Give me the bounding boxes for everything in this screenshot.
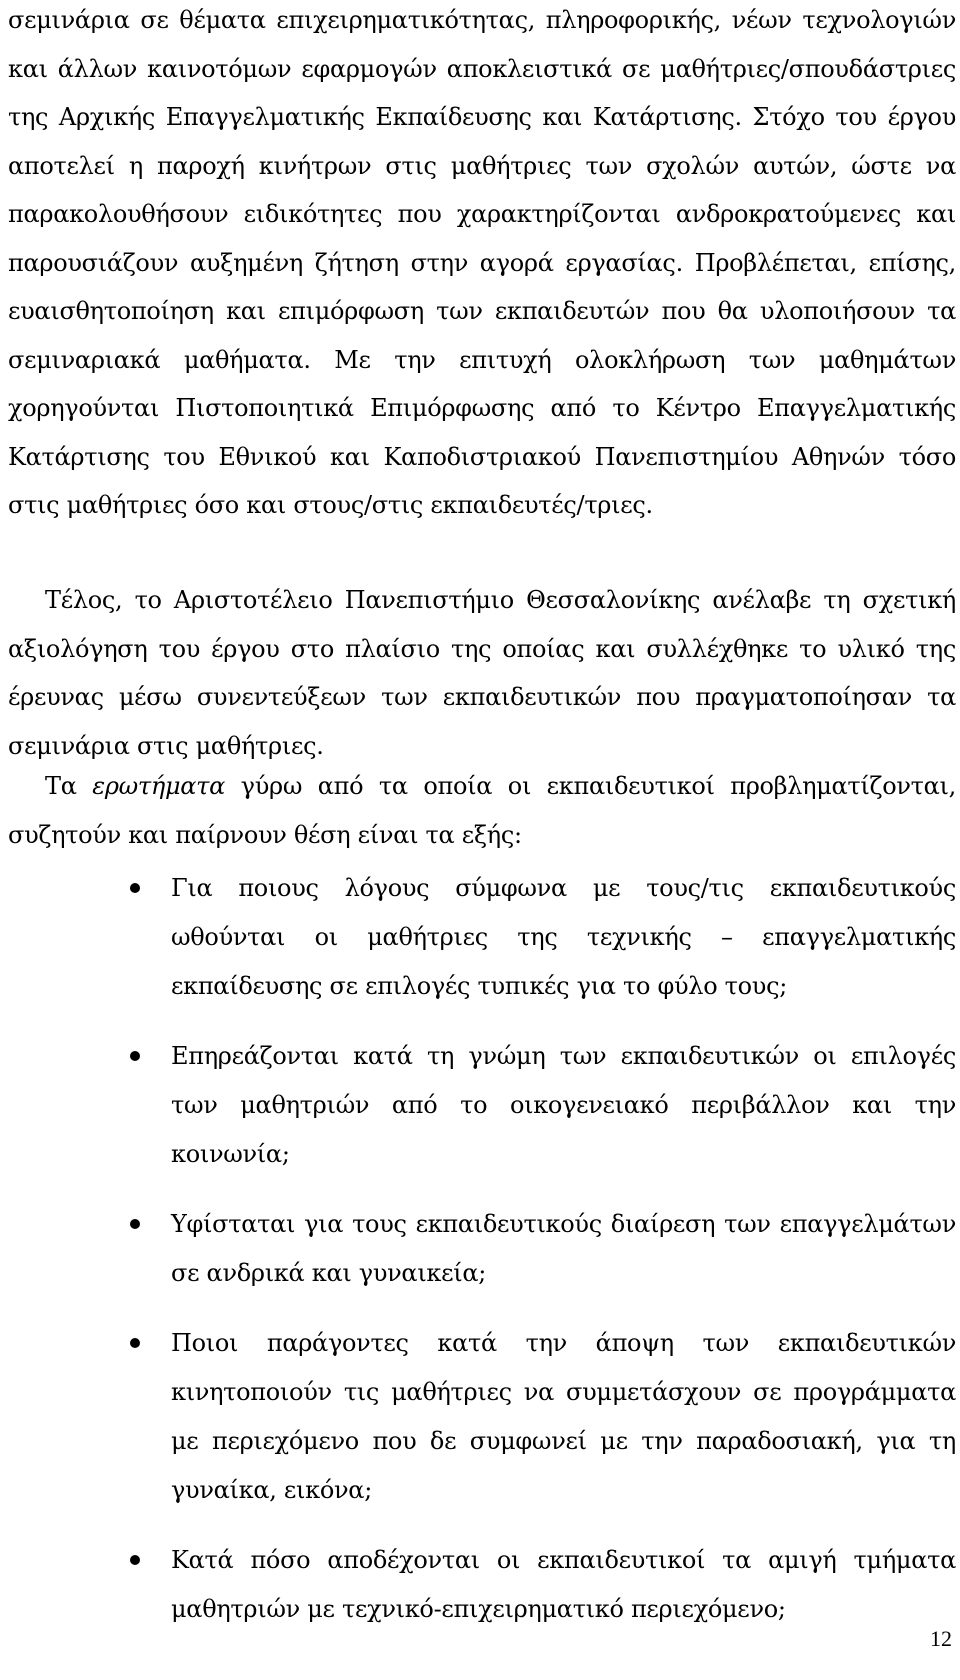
bullet-icon bbox=[130, 1338, 140, 1348]
question-text: Επηρεάζονται κατά τη γνώμη των εκπαιδευτικών οι επιλογές των μαθητριών από το οικογενειακό περιβάλλον και την κοινωνία; bbox=[171, 1042, 956, 1168]
question-text: Ποιοι παράγοντες κατά την άποψη των εκπαιδευτικών κινητοποιούν τις μαθήτριες να συμμετάσχουν σε προγράμματα με περιεχόμενο που δε συμφωνεί με την παραδοσιακή, για τη γυναίκα, εικόνα; bbox=[171, 1329, 956, 1504]
bullet-icon bbox=[130, 1219, 140, 1229]
list-item bbox=[8, 1200, 956, 1298]
intro-emphasis: ερωτήματα bbox=[92, 772, 226, 800]
question-text: Κατά πόσο αποδέχονται οι εκπαιδευτικοί τα αμιγή τμήματα μαθητριών με τεχνικό-επιχειρηματικό περιεχόμενο; bbox=[171, 1546, 956, 1623]
paragraph-questions-intro bbox=[8, 762, 956, 859]
bullet-icon bbox=[130, 1555, 140, 1565]
questions-list bbox=[8, 864, 956, 1655]
intro-text-after: γύρω από τα οποία οι εκπαιδευτικοί προβληματίζονται, συζητούν και παίρνουν θέση είναι τα εξής: bbox=[8, 772, 956, 849]
bullet-icon bbox=[130, 1051, 140, 1061]
paragraph-project-description: σεμινάρια σε θέματα επιχειρηματικότητας, πληροφορικής, νέων τεχνολογιών και άλλων καινοτόμων εφαρμογών αποκλειστικά σε μαθήτριες/σπουδάστριες της Αρχικής Επαγγελματικής Εκπαίδευσης και Κατάρτισης. Στόχο του έργου αποτελεί η παροχή κινήτρων στις μαθήτριες των σχολών αυτών, ώστε να παρακολουθήσουν ειδικότητες που χαρακτηρίζονται ανδροκρατούμενες και παρουσιάζουν αυξημένη ζήτηση στην αγορά εργασίας. Προβλέπεται, επίσης, ευαισθητοποίηση και επιμόρφωση των εκπαιδευτών που θα υλοποιήσουν τα σεμιναριακά μαθήματα. Με την επιτυχή ολοκλήρωση των μαθημάτων χορηγούνται Πιστοποιητικά Επιμόρφωσης από το Κέντρο Επαγγελματικής Κατάρτισης του Εθνικού και Καποδιστριακού Πανεπιστημίου Αθηνών τόσο στις μαθήτριες όσο και στους/στις εκπαιδευτές/τριες. bbox=[8, 6, 956, 519]
page-number: 12 bbox=[930, 1626, 952, 1651]
list-item bbox=[8, 1032, 956, 1179]
list-item bbox=[8, 1536, 956, 1634]
paragraph-evaluation: Τέλος, το Αριστοτέλειο Πανεπιστήμιο Θεσσαλονίκης ανέλαβε τη σχετική αξιολόγηση του έργου στο πλαίσιο της οποίας και συλλέχθηκε το υλικό της έρευνας μέσω συνεντεύξεων των εκπαιδευτικών που πραγματοποίησαν τα σεμινάρια στις μαθήτριες. bbox=[8, 586, 956, 760]
bullet-icon bbox=[130, 883, 140, 893]
list-item bbox=[8, 1319, 956, 1515]
list-item bbox=[8, 864, 956, 1011]
question-text: Για ποιους λόγους σύμφωνα με τους/τις εκπαιδευτικούς ωθούνται οι μαθήτριες της τεχνικής – επαγγελματικής εκπαίδευσης σε επιλογές τυπικές για το φύλο τους; bbox=[171, 874, 956, 1000]
intro-text-before: Τα bbox=[45, 772, 93, 800]
question-text: Υφίσταται για τους εκπαιδευτικούς διαίρεση των επαγγελμάτων σε ανδρικά και γυναικεία; bbox=[171, 1210, 956, 1287]
